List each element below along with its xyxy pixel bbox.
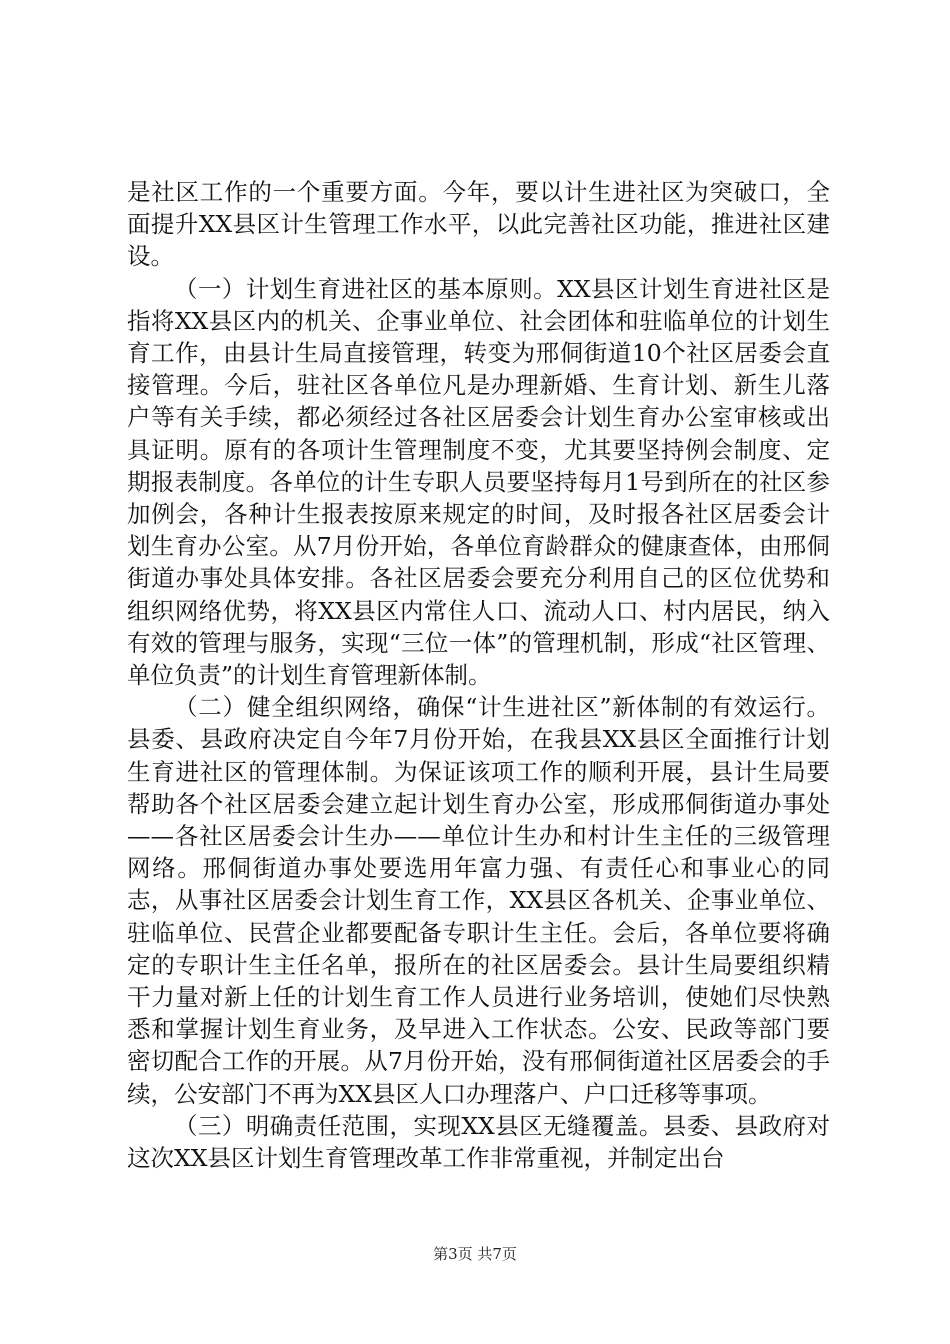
paragraph-basic-principles: （一）计划生育进社区的基本原则。XX县区计划生育进社区是指将XX县区内的机关、企事业单位、社会团体和驻临单位的计划生育工作，由县计生局直接管理，转变为邢侗街道10个社区居委会直接管理。今后，驻社区各单位凡是办理新婚、生育计划、新生儿落户等有关手续，都必须经过各社区居委会计划生育办公室审核或出具证明。原有的各项计生管理制度不变，尤其要坚持例会制度、定期报表制度。各单位的计生专职人员要坚持每月1号到所在的社区参加例会，各种计生报表按原来规定的时间，及时报各社区居委会计划生育办公室。从7月份开始，各单位育龄群众的健康查体，由邢侗街道办事处具体安排。各社区居委会要充分利用自己的区位优势和组织网络优势，将XX县区内常住人口、流动人口、村内居民，纳入有效的管理与服务，实现“三位一体”的管理机制，形成“社区管理、单位负责”的计划生育管理新体制。	[127, 274, 830, 690]
document-body	[127, 176, 830, 1174]
paragraph-responsibility-scope: （三）明确责任范围，实现XX县区无缝覆盖。县委、县政府对这次XX县区计划生育管理改革工作非常重视，并制定出台	[127, 1111, 830, 1173]
page-footer: 第3页 共7页	[433, 1245, 517, 1263]
paragraph-continuation: 是社区工作的一个重要方面。今年，要以计生进社区为突破口，全面提升XX县区计生管理工作水平，以此完善社区功能，推进社区建设。	[127, 178, 830, 271]
paragraph-organization-network: （二）健全组织网络，确保“计生进社区”新体制的有效运行。县委、县政府决定自今年7月份开始，在我县XX县区全面推行计划生育进社区的管理体制。为保证该项工作的顺利开展，县计生局要帮助各个社区居委会建立起计划生育办公室，形成邢侗街道办事处——各社区居委会计生办——单位计生办和村计生主任的三级管理网络。邢侗街道办事处要选用年富力强、有责任心和事业心的同志，从事社区居委会计划生育工作，XX县区各机关、企事业单位、驻临单位、民营企业都要配备专职计生主任。会后，各单位要将确定的专职计生主任名单，报所在的社区居委会。县计生局要组织精干力量对新上任的计划生育工作人员进行业务培训，使她们尽快熟悉和掌握计划生育业务，及早进入工作状态。公安、民政等部门要密切配合工作的开展。从7月份开始，没有邢侗街道社区居委会的手续，公安部门不再为XX县区人口办理落户、户口迁移等事项。	[127, 693, 830, 1108]
